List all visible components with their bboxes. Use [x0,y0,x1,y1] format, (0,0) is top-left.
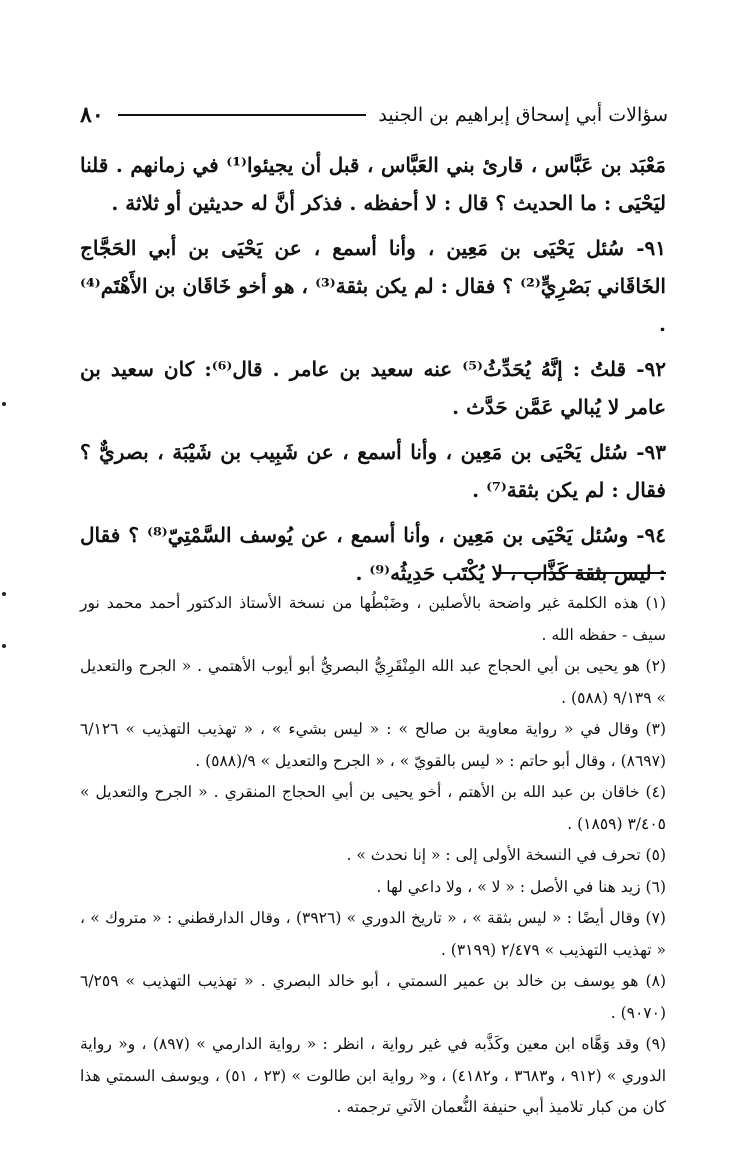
footnote-1: (١) هذه الكلمة غير واضحة بالأصلين ، وضَبْطُها من نسخة الأستاذ الدكتور أحمد محمد نور سيف - حفظه الله . [80,594,666,644]
entry-91: ٩١- سُئل يَحْيَى بن مَعِين ، وأنا أسمع ، عن يَحْيَى بن أبي الحَجَّاج الخَاقَاني بَصْرِيٍّ⁽²⁾ ؟ فقال : لم يكن بثقة⁽³⁾ ، هو أخو خَاقَان بن الأَهْتَم⁽⁴⁾ . [80,236,666,336]
footnote-9: (٩) وقد وَهَّاه ابن معين وكَذَّبه في غير رواية ، انظر : « رواية الدارمي » (٨٩٧) ، و« رواية الدوري » (٩١٢ ، و٣٦٨٣ ، و٤١٨٢) ، و« رواية ابن طالوت » (٢٣ ، ٥١) ، ويوسف السمتي هذا كان من كبار تلاميذ أبي حنيفة النُّعمان الآتي ترجمته . [80,1035,667,1116]
scan-mark [2,644,6,648]
running-header [80,98,668,132]
footnote-7: (٧) وقال أيضًا : « ليس بثقة » ، « تاريخ الدوري » (٣٩٢٦) ، وقال الدارقطني : « متروك » ، « تهذيب التهذيب » ٢/٤٧٩ (٣١٩٩) . [80,909,666,959]
footnote-4: (٤) خاقان بن عبد الله بن الأهتم ، أخو يحيى بن أبي الحجاج المنقري . « الجرح والتعديل » ٣/٤٠٥ (١٨٥٩) . [80,783,666,833]
book-title: سؤالات أبي إسحاق إبراهيم بن الجنيد [378,104,668,126]
footnotes [80,588,666,1124]
header-rule [118,114,367,116]
entry-92: ٩٢- قلتُ : إنَّهُ يُحَدِّثُ⁽⁵⁾ عنه سعيد بن عامر . قال⁽⁶⁾: كان سعيد بن عامر لا يُبالي عَمَّن حَدَّث . [80,357,666,419]
footnote-3: (٣) وقال في « رواية معاوية بن صالح » : « ليس بشيء » ، « تهذيب التهذيب » ٦/١٢٦ (٨٦٩٧) ، وقال أبو حاتم : « ليس بالقويّ » ، « الجرح والتعديل » ٩/(٥٨٨) . [80,720,666,770]
paragraph-continued: مَعْبَد بن عَبَّاس ، قارئ بني العَبَّاس ، قبل أن يجيئوا⁽¹⁾ في زمانهم . قلنا ليَحْيَى : ما الحديث ؟ قال : لا أحفظه . فذكر أنَّ له حديثين أو ثلاثة . [80,153,666,215]
scan-mark [2,402,6,406]
footnote-5: (٥) تحرف في النسخة الأولى إلى : « إنا نحدث » . [346,846,666,864]
footnote-2: (٢) هو يحيى بن أبي الحجاج عبد الله المِنْقَرِيُّ البصريُّ أبو أيوب الأهتمي . « الجرح والتعديل » ٩/١٣٩ (٥٨٨) . [80,657,666,707]
entry-93: ٩٣- سُئل يَحْيَى بن مَعِين ، وأنا أسمع ، عن شَبِيب بن شَيْبَة ، بصريٌّ ؟ فقال : لم يكن بثقة⁽⁷⁾ . [80,440,666,502]
footnote-separator [496,572,666,574]
scan-mark [2,592,6,596]
entry-94: ٩٤- وسُئل يَحْيَى بن مَعِين ، وأنا أسمع ، عن يُوسف السَّمْتِيّ⁽⁸⁾ ؟ فقال : ليس بثقة كَذَّاب ، لا يُكْتَب حَدِيثُه⁽⁹⁾ . [80,523,667,585]
footnote-6: (٦) زيد هنا في الأصل : « لا » ، ولا داعي لها . [376,877,666,896]
footnote-8: (٨) هو يوسف بن خالد بن عمير السمتي ، أبو خالد البصري . « تهذيب التهذيب » ٦/٢٥٩ (٩٠٧٠) . [80,972,666,1022]
main-text [80,146,666,599]
page-number: ٨٠ [80,102,104,128]
